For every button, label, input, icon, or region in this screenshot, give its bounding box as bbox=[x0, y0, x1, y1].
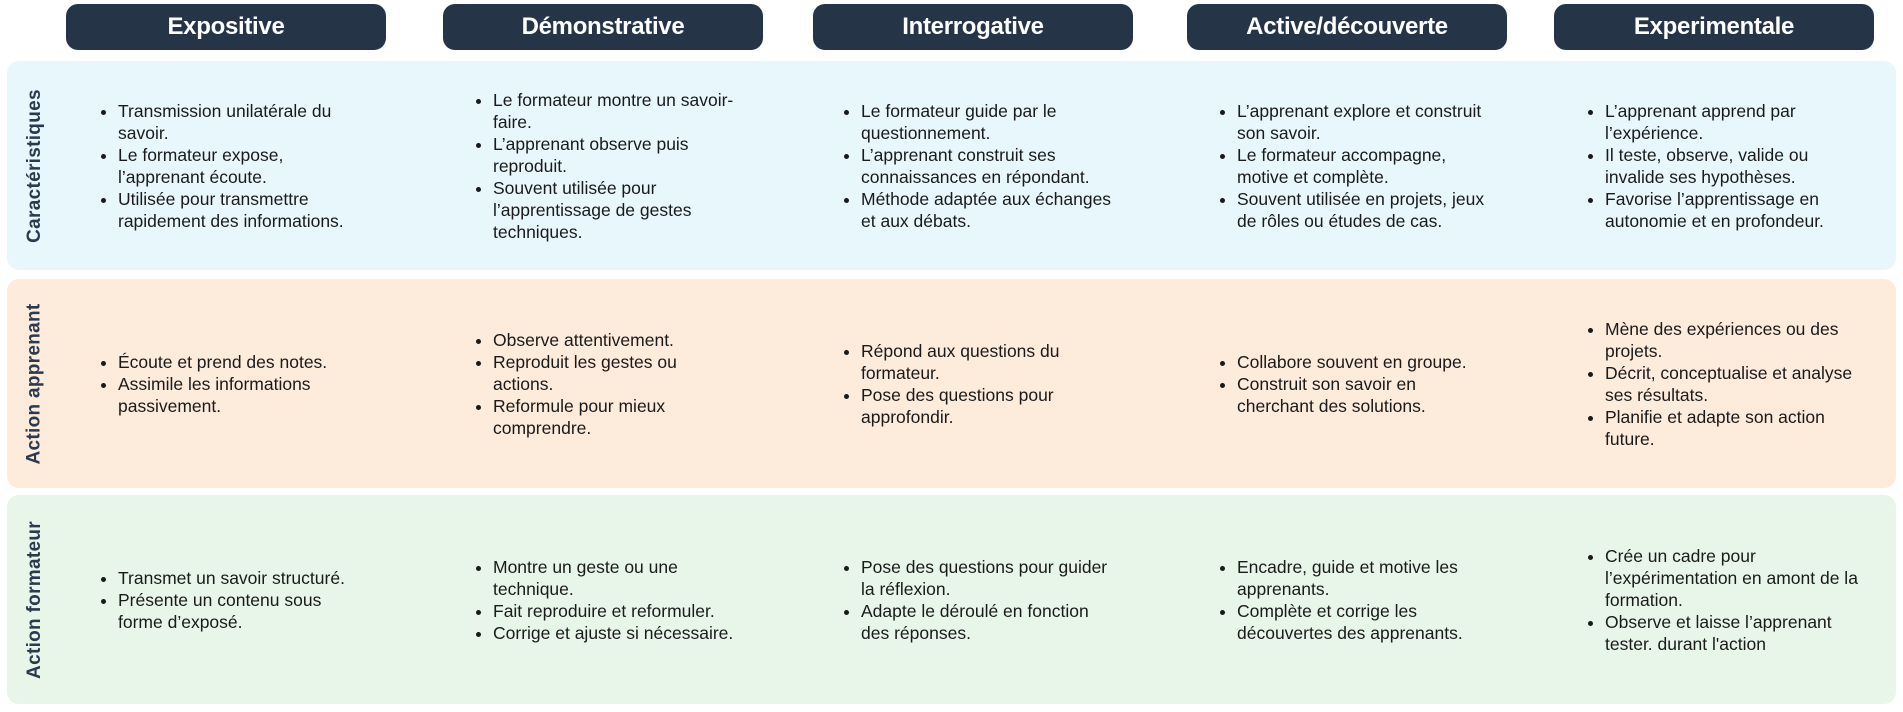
row-label-text: Caractéristiques bbox=[24, 88, 46, 243]
row-label bbox=[7, 61, 63, 270]
row-label bbox=[7, 279, 63, 488]
list-item: • Méthode adaptée aux échanges et aux débats. bbox=[861, 188, 1118, 232]
bullet-list bbox=[1214, 351, 1494, 417]
list-item: • Le formateur accompagne, motive et complète. bbox=[1237, 144, 1494, 188]
bullet-list bbox=[1582, 100, 1872, 232]
row-action-formateur bbox=[7, 495, 1896, 704]
cell-experimentale bbox=[1582, 279, 1872, 488]
list-item: • L’apprenant construit ses connaissances en répondant. bbox=[861, 144, 1118, 188]
bullet-list bbox=[1582, 318, 1872, 450]
bullet-list bbox=[838, 100, 1118, 232]
cell-interrogative bbox=[838, 495, 1118, 704]
list-item: • Encadre, guide et motive les apprenants. bbox=[1237, 556, 1494, 600]
list-item: • Construit son savoir en cherchant des solutions. bbox=[1237, 373, 1494, 417]
list-item: • Mène des expériences ou des projets. bbox=[1605, 318, 1872, 362]
row-caracteristiques bbox=[7, 61, 1896, 270]
cell-demonstrative bbox=[470, 279, 740, 488]
list-item: • Fait reproduire et reformuler. bbox=[493, 600, 740, 622]
bullet-list bbox=[1582, 545, 1872, 655]
cell-interrogative bbox=[838, 279, 1118, 488]
list-item: • Souvent utilisée pour l’apprentissage de gestes techniques. bbox=[493, 177, 740, 243]
cell-active-decouverte bbox=[1214, 279, 1494, 488]
list-item: • Le formateur guide par le questionnement. bbox=[861, 100, 1118, 144]
list-item: • L’apprenant explore et construit son savoir. bbox=[1237, 100, 1494, 144]
list-item: • Planifie et adapte son action future. bbox=[1605, 406, 1872, 450]
list-item: • Présente un contenu sous forme d’exposé. bbox=[118, 589, 365, 633]
bullet-list bbox=[1214, 556, 1494, 644]
list-item: • Montre un geste ou une technique. bbox=[493, 556, 740, 600]
list-item: • Utilisée pour transmettre rapidement des informations. bbox=[118, 188, 365, 232]
list-item: • Écoute et prend des notes. bbox=[118, 351, 365, 373]
list-item: • Favorise l’apprentissage en autonomie et en profondeur. bbox=[1605, 188, 1872, 232]
column-header-expositive: Expositive bbox=[66, 4, 386, 50]
column-header-demonstrative: Démonstrative bbox=[443, 4, 763, 50]
cell-expositive bbox=[95, 279, 365, 488]
row-label bbox=[7, 495, 63, 704]
column-header-interrogative: Interrogative bbox=[813, 4, 1133, 50]
list-item: • Souvent utilisée en projets, jeux de rôles ou études de cas. bbox=[1237, 188, 1494, 232]
bullet-list bbox=[838, 340, 1118, 428]
cell-expositive bbox=[95, 495, 365, 704]
list-item: • Transmet un savoir structuré. bbox=[118, 567, 365, 589]
list-item: • Répond aux questions du formateur. bbox=[861, 340, 1118, 384]
list-item: • Collabore souvent en groupe. bbox=[1237, 351, 1494, 373]
list-item: • Décrit, conceptualise et analyse ses résultats. bbox=[1605, 362, 1872, 406]
list-item: • Pose des questions pour guider la réflexion. bbox=[861, 556, 1118, 600]
list-item: • Reformule pour mieux comprendre. bbox=[493, 395, 740, 439]
list-item: • Complète et corrige les découvertes des apprenants. bbox=[1237, 600, 1494, 644]
list-item: • Adapte le déroulé en fonction des réponses. bbox=[861, 600, 1118, 644]
list-item: • Transmission unilatérale du savoir. bbox=[118, 100, 365, 144]
cell-active-decouverte bbox=[1214, 61, 1494, 270]
list-item: • L’apprenant apprend par l’expérience. bbox=[1605, 100, 1872, 144]
bullet-list bbox=[95, 567, 365, 633]
bullet-list bbox=[470, 329, 740, 439]
column-header-experimentale: Experimentale bbox=[1554, 4, 1874, 50]
cell-interrogative bbox=[838, 61, 1118, 270]
list-item: • Le formateur montre un savoir-faire. bbox=[493, 89, 740, 133]
list-item: • Crée un cadre pour l’expérimentation en amont de la formation. bbox=[1605, 545, 1872, 611]
list-item: • L’apprenant observe puis reproduit. bbox=[493, 133, 740, 177]
row-label-text: Action apprenant bbox=[24, 302, 45, 465]
row-action-apprenant bbox=[7, 279, 1896, 488]
bullet-list bbox=[838, 556, 1118, 644]
row-label-text: Action formateur bbox=[24, 520, 45, 679]
list-item: • Observe attentivement. bbox=[493, 329, 740, 351]
cell-expositive bbox=[95, 61, 365, 270]
list-item: • Assimile les informations passivement. bbox=[118, 373, 365, 417]
list-item: • Pose des questions pour approfondir. bbox=[861, 384, 1118, 428]
cell-experimentale bbox=[1582, 495, 1872, 704]
list-item: • Corrige et ajuste si nécessaire. bbox=[493, 622, 740, 644]
cell-demonstrative bbox=[470, 495, 740, 704]
list-item: • Observe et laisse l’apprenant tester. durant l'action bbox=[1605, 611, 1872, 655]
bullet-list bbox=[470, 89, 740, 243]
list-item: • Le formateur expose, l’apprenant écoute. bbox=[118, 144, 365, 188]
bullet-list bbox=[1214, 100, 1494, 232]
column-header-active-decouverte: Active/découverte bbox=[1187, 4, 1507, 50]
cell-active-decouverte bbox=[1214, 495, 1494, 704]
bullet-list bbox=[95, 351, 365, 417]
list-item: • Il teste, observe, valide ou invalide ses hypothèses. bbox=[1605, 144, 1872, 188]
cell-experimentale bbox=[1582, 61, 1872, 270]
list-item: • Reproduit les gestes ou actions. bbox=[493, 351, 740, 395]
bullet-list bbox=[470, 556, 740, 644]
cell-demonstrative bbox=[470, 61, 740, 270]
bullet-list bbox=[95, 100, 365, 232]
